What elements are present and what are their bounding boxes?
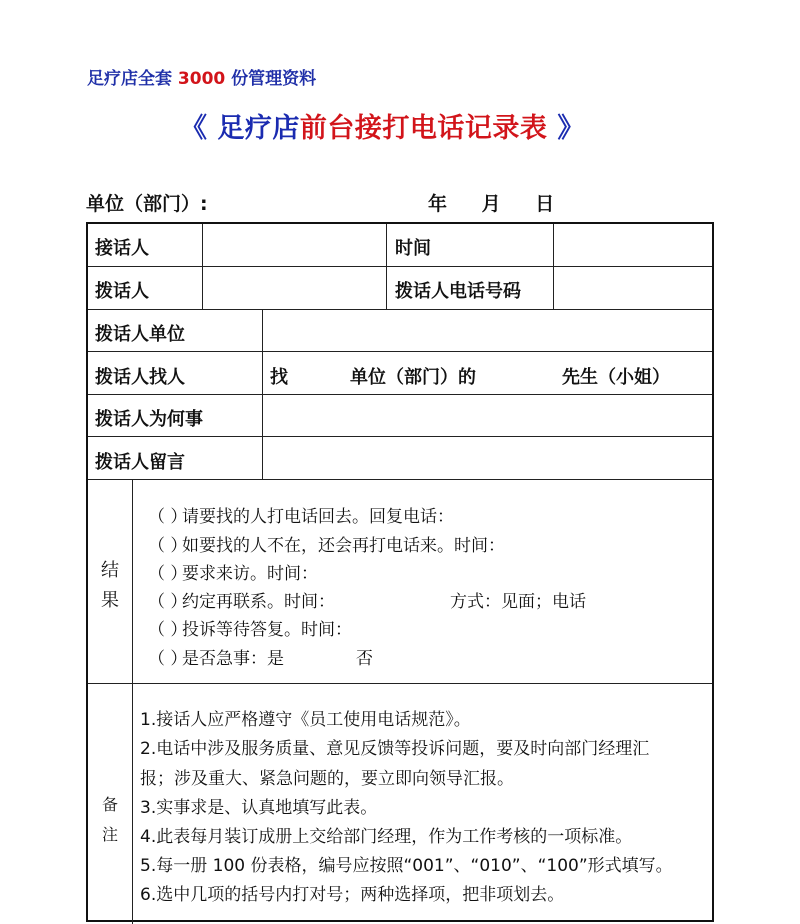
result-option-4-method: 方式：见面；电话 bbox=[450, 592, 586, 612]
title-close-bracket: 》 bbox=[557, 113, 585, 144]
option-checkbox: （ ） bbox=[148, 592, 188, 612]
remark-note: 5.每一册 100 份表格，编号应按照“001”、“010”、“100”形式填写。 bbox=[140, 856, 673, 876]
page-title bbox=[180, 106, 585, 145]
seek-mr-text: 先生（小姐） bbox=[562, 367, 670, 388]
date-line bbox=[428, 189, 582, 216]
result-option-1[interactable] bbox=[148, 502, 454, 527]
row-divider bbox=[88, 436, 712, 437]
caller-field[interactable] bbox=[203, 269, 385, 307]
result-option-4[interactable] bbox=[148, 587, 335, 612]
title-open-bracket: 《 bbox=[180, 113, 208, 144]
title-red-part: 前台接打电话记录表 bbox=[299, 113, 548, 144]
caller-purpose-field[interactable] bbox=[263, 397, 711, 435]
option-text: 如要找的人不在，还会再打电话来。时间： bbox=[182, 536, 505, 556]
caller-message-field[interactable] bbox=[263, 439, 711, 477]
caller-seeks-label: 拨话人找人 bbox=[95, 367, 185, 388]
option-text: 要求来访。时间： bbox=[182, 564, 318, 584]
option-checkbox: （ ） bbox=[148, 649, 188, 669]
date-day: 日 bbox=[535, 193, 555, 215]
result-option-6-no[interactable]: 否 bbox=[356, 649, 373, 669]
title-blue-part: 足疗店 bbox=[217, 113, 300, 144]
result-option-6[interactable] bbox=[148, 644, 284, 669]
date-year: 年 bbox=[428, 193, 448, 215]
option-checkbox: （ ） bbox=[148, 507, 188, 527]
option-checkbox: （ ） bbox=[148, 620, 188, 640]
remark-note: 报；涉及重大、紧急问题的，要立即向领导汇报。 bbox=[140, 769, 514, 789]
caller-unit-field[interactable] bbox=[263, 312, 711, 350]
caller-purpose-label: 拨话人为何事 bbox=[95, 409, 203, 430]
remarks-label-char-2: 注 bbox=[101, 825, 118, 844]
header-count: 3000 bbox=[177, 69, 226, 89]
result-option-3[interactable] bbox=[148, 559, 318, 584]
row-divider bbox=[88, 479, 712, 480]
header-text-2: 份管理资料 bbox=[231, 69, 317, 89]
remarks-label bbox=[88, 790, 132, 850]
caller-message-label: 拨话人留言 bbox=[95, 452, 185, 473]
col-divider bbox=[132, 479, 133, 924]
caller-phone-label: 拨话人电话号码 bbox=[395, 281, 521, 302]
seek-find-text: 找 bbox=[270, 367, 288, 388]
header-line bbox=[87, 64, 316, 89]
unit-label: 单位（部门）: bbox=[86, 193, 208, 215]
result-label-char-1: 结 bbox=[101, 560, 119, 581]
row-divider bbox=[88, 309, 712, 310]
time-field[interactable] bbox=[554, 226, 712, 264]
caller-unit-label: 拨话人单位 bbox=[95, 324, 185, 345]
date-month: 月 bbox=[481, 193, 501, 215]
option-text: 请要找的人打电话回去。回复电话： bbox=[182, 507, 454, 527]
row-divider bbox=[88, 394, 712, 395]
row-divider bbox=[88, 266, 712, 267]
remark-note: 6.选中几项的括号内打对号；两种选择项，把非项划去。 bbox=[140, 885, 565, 905]
row-divider bbox=[88, 683, 712, 684]
col-divider bbox=[386, 224, 387, 310]
result-option-5[interactable] bbox=[148, 615, 352, 640]
receiver-field[interactable] bbox=[203, 226, 385, 264]
remark-note: 3.实事求是、认真地填写此表。 bbox=[140, 798, 378, 818]
remark-note: 1.接话人应严格遵守《员工使用电话规范》。 bbox=[140, 710, 471, 730]
caller-label: 拨话人 bbox=[95, 281, 149, 302]
receiver-label: 接话人 bbox=[95, 238, 149, 259]
option-text: 投诉等待答复。时间： bbox=[182, 620, 352, 640]
option-text: 约定再联系。时间： bbox=[182, 592, 335, 612]
header-text-1: 足疗店全套 bbox=[87, 69, 172, 89]
row-divider bbox=[88, 351, 712, 352]
seek-unit-text: 单位（部门）的 bbox=[350, 367, 476, 388]
result-option-2[interactable] bbox=[148, 531, 505, 556]
option-checkbox: （ ） bbox=[148, 564, 188, 584]
option-checkbox: （ ） bbox=[148, 536, 188, 556]
remark-note: 2.电话中涉及服务质量、意见反馈等投诉问题，要及时向部门经理汇 bbox=[140, 739, 650, 759]
result-label-char-2: 果 bbox=[101, 590, 119, 611]
time-label: 时间 bbox=[395, 238, 431, 259]
call-record-form bbox=[86, 222, 714, 922]
caller-phone-field[interactable] bbox=[554, 269, 712, 307]
remark-note: 4.此表每月装订成册上交给部门经理，作为工作考核的一项标准。 bbox=[140, 827, 633, 847]
option-text: 是否急事：是 bbox=[182, 649, 284, 669]
remarks-label-char-1: 备 bbox=[101, 795, 118, 814]
result-label bbox=[88, 556, 132, 616]
